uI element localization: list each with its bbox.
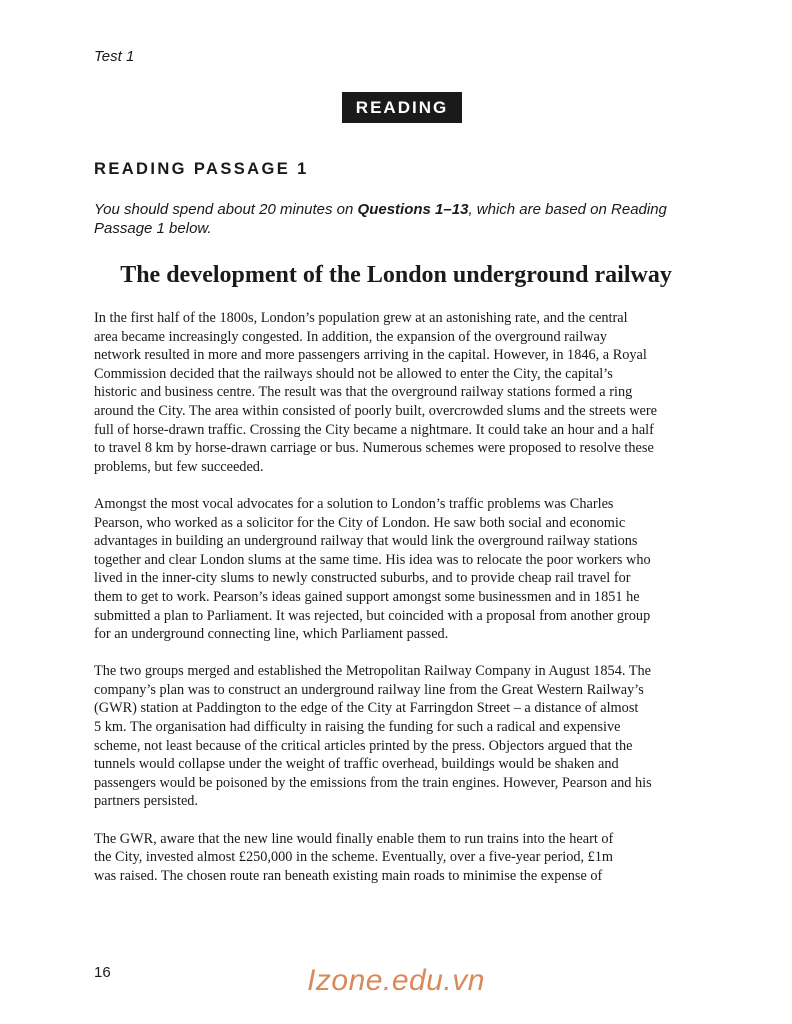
- paragraph-line: partners persisted.: [94, 793, 199, 810]
- paragraph-line: scheme, not least because of the critical articles printed by the press. Objectors argued that the: [94, 737, 633, 754]
- paragraph-2: [94, 495, 718, 644]
- paragraph-line: problems, but few succeeded.: [94, 458, 264, 475]
- paragraph-line: to travel 8 km by horse-drawn carriage or bus. Numerous schemes were proposed to resolve these: [94, 440, 654, 457]
- paragraph-line: In the first half of the 1800s, London’s population grew at an astonishing rate, and the central: [94, 310, 628, 326]
- paragraph-line: historic and business centre. The result was that the overground railway stations formed a ring: [94, 384, 633, 401]
- paragraph-line: Amongst the most vocal advocates for a solution to London’s traffic problems was Charles: [94, 495, 614, 512]
- paragraph-line: for an underground connecting line, which Parliament passed.: [94, 626, 449, 643]
- passage-heading: READING PASSAGE 1: [94, 160, 309, 178]
- instructions: [94, 200, 714, 238]
- paragraph-line: them to get to work. Pearson’s ideas gained support amongst some businessmen and in 1851 he: [94, 588, 640, 605]
- paragraph-line: passengers would be poisoned by the emissions from the train engines. However, Pearson and his: [94, 774, 652, 791]
- paragraph-line: 5 km. The organisation had difficulty in raising the funding for such a radical and expensive: [94, 719, 621, 736]
- paragraph-line: was raised. The chosen route ran beneath existing main roads to minimise the expense of: [94, 867, 603, 884]
- instructions-text-end: , which are based on Reading Passage 1 below.: [94, 201, 667, 237]
- instructions-text: You should spend about 20 minutes on: [94, 201, 358, 218]
- running-head: Test 1: [94, 48, 135, 65]
- paragraph-line: tunnels would collapse under the weight of traffic overhead, buildings would be shaken and: [94, 756, 619, 773]
- paragraph-line: advantages in building an underground railway that would link the overground railway stations: [94, 533, 638, 550]
- paragraph-3: [94, 662, 718, 811]
- section-badge: READING: [342, 92, 462, 123]
- paragraph-line: The two groups merged and established the Metropolitan Railway Company in August 1854. The: [94, 663, 651, 680]
- paragraph-line: the City, invested almost £250,000 in the scheme. Eventually, over a five-year period, £1m: [94, 849, 614, 866]
- instructions-questions-range: Questions 1–13: [357, 201, 469, 218]
- page-number: 16: [94, 964, 111, 981]
- article-body: [94, 309, 718, 885]
- article-title: The development of the London underground railway: [120, 262, 672, 288]
- paragraph-line: (GWR) station at Paddington to the edge of the City at Farringdon Street – a distance of almost: [94, 700, 639, 717]
- paragraph-line: Commission decided that the railways should not be allowed to enter the City, the capital’s: [94, 365, 613, 382]
- paragraph-line: area became increasingly congested. In addition, the expansion of the overground railway: [94, 328, 608, 345]
- paragraph-line: around the City. The area within consisted of poorly built, overcrowded slums and the streets were: [94, 402, 657, 419]
- watermark: Izone.edu.vn: [307, 964, 485, 997]
- paragraph-line: full of horse-drawn traffic. Crossing the City became a nightmare. It could take an hour and a half: [94, 421, 654, 438]
- paragraph-line: submitted a plan to Parliament. It was rejected, but coincided with a proposal from another group: [94, 607, 651, 624]
- paragraph-4: [94, 830, 718, 886]
- paragraph-line: The GWR, aware that the new line would finally enable them to run trains into the heart of: [94, 830, 614, 847]
- paragraph-line: company’s plan was to construct an underground railway line from the Great Western Railway’s: [94, 681, 644, 698]
- paragraph-line: network resulted in more and more passengers arriving in the capital. However, in 1846, a Royal: [94, 347, 647, 364]
- paragraph-line: together and clear London slums at the same time. His idea was to relocate the poor workers who: [94, 551, 651, 568]
- paragraph-1: [94, 309, 718, 476]
- paragraph-line: lived in the inner-city slums to newly constructed suburbs, and to provide cheap rail travel for: [94, 570, 631, 587]
- paragraph-line: Pearson, who worked as a solicitor for the City of London. He saw both social and economic: [94, 514, 626, 531]
